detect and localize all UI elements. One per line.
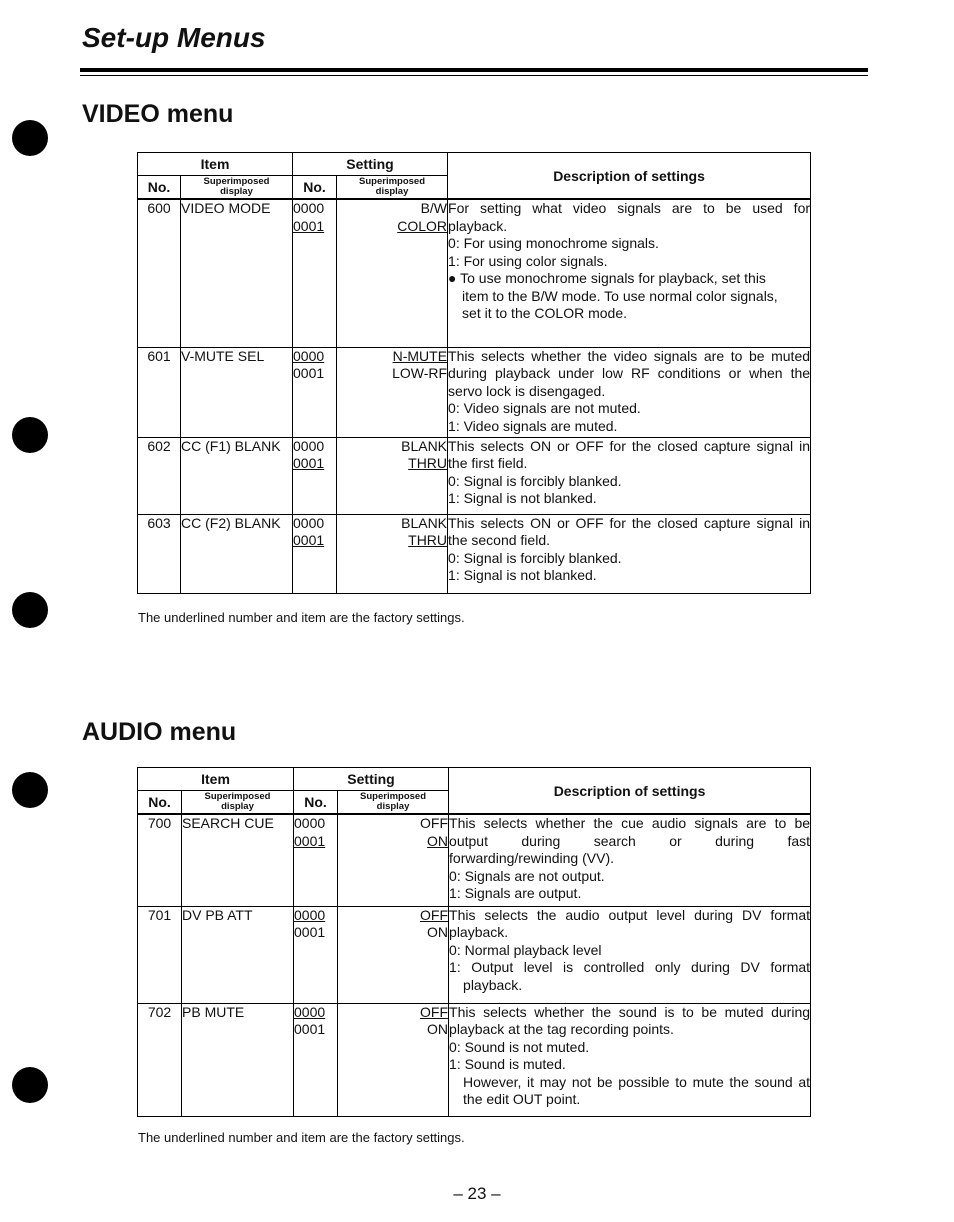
audio-menu-title: AUDIO menu	[82, 718, 237, 746]
setting-display: OFF	[420, 815, 449, 831]
description-line: 0: For using monochrome signals.	[448, 235, 659, 251]
setting-code: 0000	[294, 906, 326, 923]
setting-codes	[293, 199, 337, 347]
description-line: 0: Signal is forcibly blanked.	[448, 472, 622, 489]
description-line: 0: Signals are not output.	[449, 867, 605, 884]
description-line: 1: Output level is controlled only during DV format	[449, 959, 811, 975]
description-line: playback at the tag recording points.	[449, 1021, 674, 1037]
item-header: Item	[138, 768, 294, 791]
setting-codes	[294, 906, 338, 1003]
setting-code: 0000	[293, 347, 325, 364]
setting-display: BLANK	[401, 437, 448, 454]
setting-display: BLANK	[401, 514, 448, 531]
description-line: This selects ON or OFF for the closed capture signal in	[448, 514, 811, 531]
item-display-header: Superimposed display	[182, 791, 294, 815]
description-line: This selects whether the sound is to be muted during	[449, 1003, 811, 1020]
video-factory-note: The underlined number and item are the factory settings.	[138, 610, 465, 625]
item-display: V-MUTE SEL	[181, 347, 293, 437]
setting-display: OFF	[420, 906, 449, 923]
row-number: 602	[138, 437, 181, 514]
setting-codes	[294, 814, 338, 906]
description-line: playback.	[448, 217, 508, 234]
setting-header: Setting	[293, 153, 448, 176]
setting-header: Setting	[294, 768, 449, 791]
item-display: SEARCH CUE	[182, 814, 294, 906]
title-rule	[80, 68, 868, 72]
row-number: 600	[138, 199, 181, 347]
setting-displays	[337, 437, 448, 514]
menu-row	[138, 514, 811, 593]
description-header: Description of settings	[449, 768, 811, 815]
description-line: the second field.	[448, 532, 550, 548]
setting-code: 0001	[293, 455, 325, 471]
description-line: servo lock is disengaged.	[448, 382, 606, 399]
setting-display: ON	[427, 1021, 449, 1037]
description-line: playback.	[463, 976, 523, 993]
description-line: 0: Normal playback level	[449, 941, 602, 958]
setting-display-header: Superimposed display	[338, 791, 449, 815]
audio-factory-note: The underlined number and item are the factory settings.	[138, 1130, 465, 1145]
description-line: 1: Video signals are muted.	[448, 417, 618, 434]
setting-displays	[338, 814, 449, 906]
setting-description	[449, 814, 811, 906]
setting-code: 0001	[294, 924, 326, 940]
binder-hole	[12, 772, 48, 808]
page-title: Set-up Menus	[82, 22, 266, 53]
setting-codes	[293, 437, 337, 514]
row-number: 603	[138, 514, 181, 593]
description-line: This selects ON or OFF for the closed capture signal in	[448, 437, 811, 454]
menu-row	[138, 199, 811, 347]
description-line: 0: Sound is not muted.	[449, 1038, 590, 1055]
menu-row	[138, 1003, 811, 1116]
setting-displays	[338, 906, 449, 1003]
setting-code: 0000	[294, 1003, 326, 1020]
setting-no-header: No.	[293, 176, 337, 200]
audio-menu-table	[137, 767, 811, 1117]
row-number: 702	[138, 1003, 182, 1116]
row-number: 700	[138, 814, 182, 906]
menu-row	[138, 437, 811, 514]
item-display: DV PB ATT	[182, 906, 294, 1003]
description-line: 1: For using color signals.	[448, 252, 608, 269]
description-line: 0: Video signals are not muted.	[448, 400, 641, 416]
binder-hole	[12, 592, 48, 628]
description-line: This selects whether the cue audio signals are to be	[449, 815, 811, 831]
title-rule-thin	[80, 75, 868, 76]
setting-displays	[337, 514, 448, 593]
item-display-header: Superimposed display	[181, 176, 293, 200]
description-line: set it to the COLOR mode.	[462, 305, 627, 321]
item-display: PB MUTE	[182, 1003, 294, 1116]
menu-row	[138, 906, 811, 1003]
description-line: For setting what video signals are to be used for	[448, 200, 811, 216]
setting-code: 0001	[293, 365, 325, 381]
description-line: 1: Signals are output.	[449, 885, 582, 901]
setting-codes	[293, 347, 337, 437]
setting-code: 0001	[293, 532, 325, 548]
setting-code: 0000	[293, 200, 325, 216]
menu-row	[138, 814, 811, 906]
setting-code: 0001	[294, 832, 326, 849]
setting-description	[448, 437, 811, 514]
menu-row	[138, 347, 811, 437]
binder-hole	[12, 417, 48, 453]
setting-description	[449, 906, 811, 1003]
description-line: output during search or during fast	[449, 832, 811, 849]
setting-display: OFF	[420, 1003, 449, 1020]
setting-codes	[293, 514, 337, 593]
description-line: However, it may not be possible to mute the sound at	[463, 1073, 811, 1090]
description-line: item to the B/W mode. To use normal color signals,	[462, 287, 778, 304]
description-line: This selects the audio output level during DV format	[449, 906, 811, 923]
setting-description	[448, 347, 811, 437]
setting-display: ON	[427, 832, 449, 849]
setting-display: ON	[427, 924, 449, 940]
description-line: the first field.	[448, 455, 528, 471]
setting-display-header: Superimposed display	[337, 176, 448, 200]
setting-codes	[294, 1003, 338, 1116]
setting-display: LOW-RF	[392, 365, 448, 381]
item-no-header: No.	[138, 176, 181, 200]
description-line: ● To use monochrome signals for playback, set this	[448, 270, 766, 286]
description-line: This selects whether the video signals are to be muted	[448, 347, 811, 364]
description-line: 0: Signal is forcibly blanked.	[448, 549, 622, 566]
setting-display: THRU	[408, 532, 448, 548]
setting-code: 0000	[293, 514, 325, 531]
page-number: – 23 –	[453, 1184, 501, 1203]
setting-displays	[337, 199, 448, 347]
item-header: Item	[138, 153, 293, 176]
binder-hole	[12, 120, 48, 156]
setting-display: N-MUTE	[392, 347, 448, 364]
item-display: VIDEO MODE	[181, 199, 293, 347]
video-menu-title: VIDEO menu	[82, 100, 234, 128]
setting-display: B/W	[420, 200, 448, 216]
description-line: forwarding/rewinding (VV).	[449, 850, 614, 866]
binder-hole	[12, 1067, 48, 1103]
row-number: 701	[138, 906, 182, 1003]
setting-displays	[338, 1003, 449, 1116]
description-line: during playback under low RF conditions or when the	[448, 365, 811, 381]
item-display: CC (F2) BLANK	[181, 514, 293, 593]
setting-displays	[337, 347, 448, 437]
setting-no-header: No.	[294, 791, 338, 815]
description-line: 1: Signal is not blanked.	[448, 567, 597, 583]
setting-description	[448, 199, 811, 347]
video-menu-table	[137, 152, 811, 594]
description-line: 1: Sound is muted.	[449, 1056, 566, 1072]
setting-code: 0000	[294, 815, 326, 831]
setting-display: THRU	[408, 455, 448, 471]
item-display: CC (F1) BLANK	[181, 437, 293, 514]
row-number: 601	[138, 347, 181, 437]
setting-code: 0000	[293, 437, 325, 454]
setting-description	[449, 1003, 811, 1116]
description-line: playback.	[449, 924, 509, 940]
description-line: 1: Signal is not blanked.	[448, 490, 597, 506]
description-header: Description of settings	[448, 153, 811, 200]
description-line: the edit OUT point.	[463, 1091, 581, 1107]
setting-code: 0001	[293, 217, 325, 234]
setting-display: COLOR	[397, 217, 448, 234]
setting-description	[448, 514, 811, 593]
setting-code: 0001	[294, 1021, 326, 1037]
item-no-header: No.	[138, 791, 182, 815]
